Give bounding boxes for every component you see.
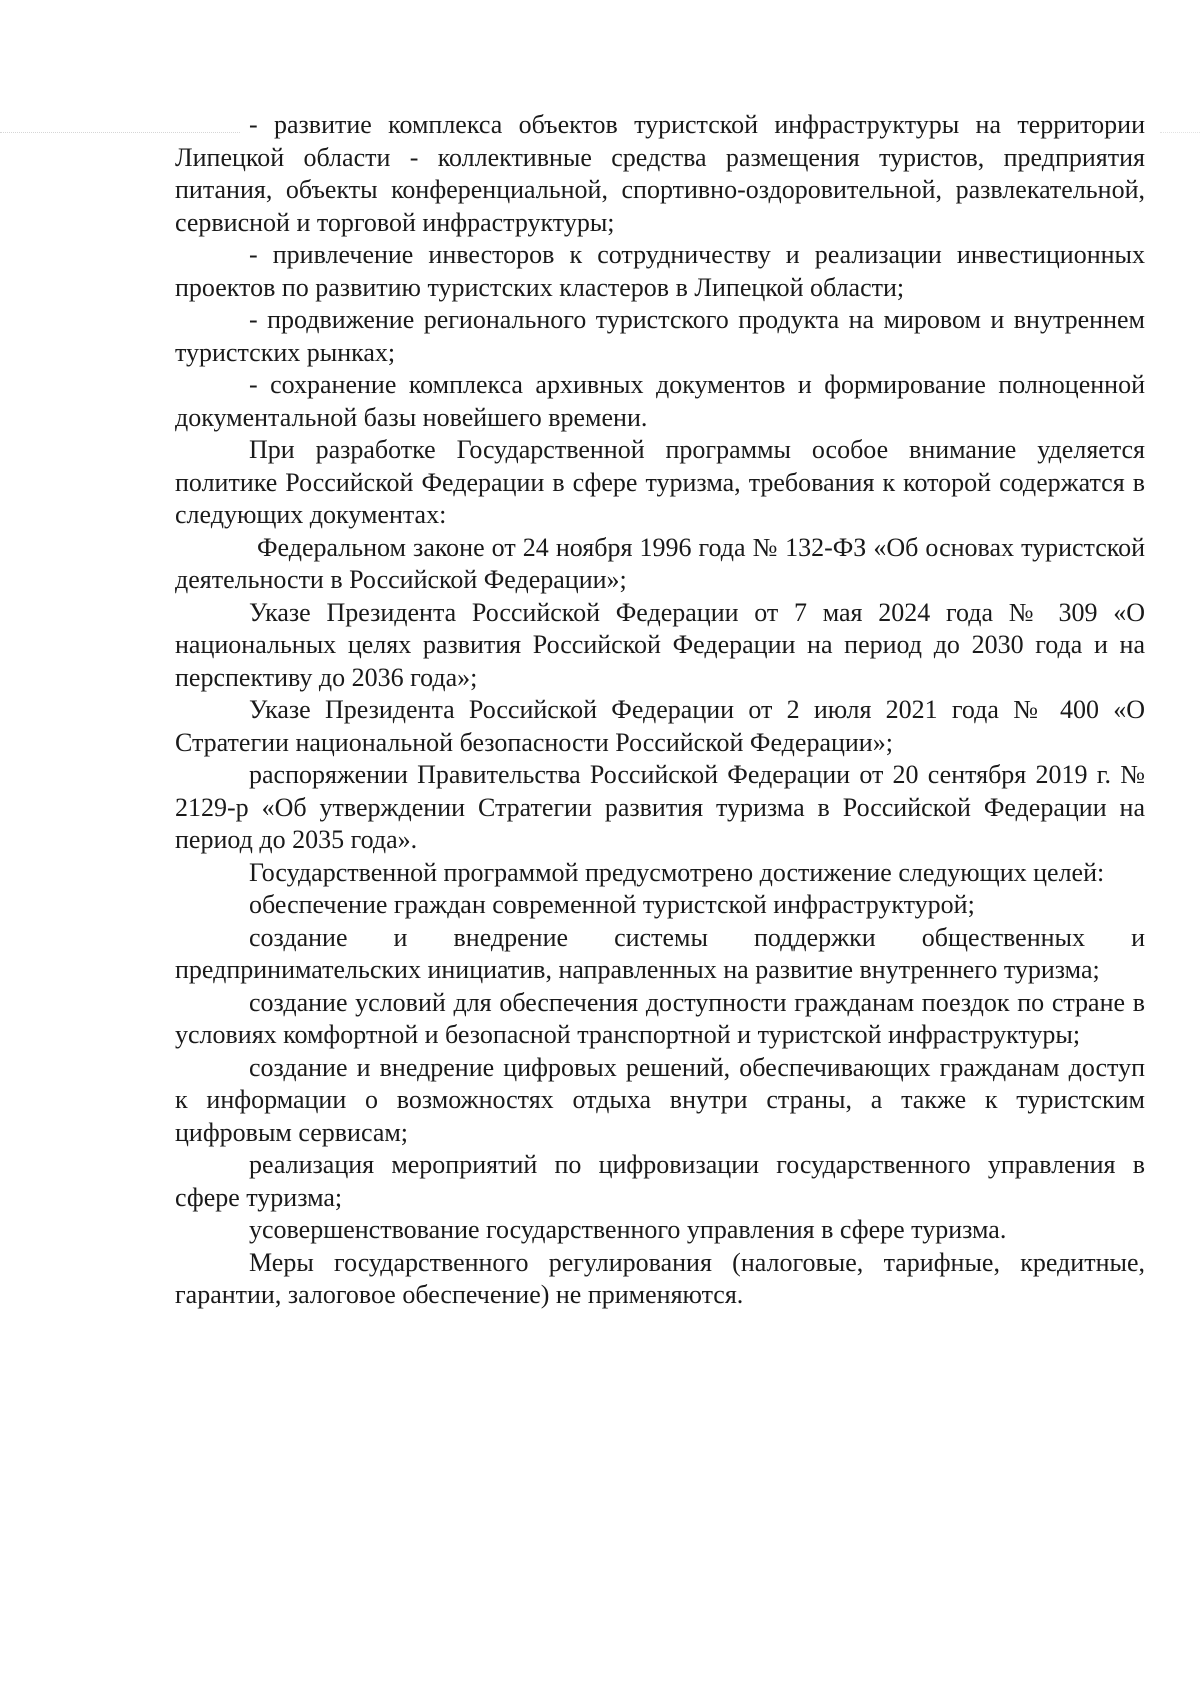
scan-artifact-line [1160, 132, 1200, 133]
paragraph: Федеральном законе от 24 ноября 1996 года № 132-ФЗ «Об основах туристской деятельности в Российской Федерации»; [175, 532, 1145, 594]
paragraph: - привлечение инвесторов к сотрудничеству и реализации инвестиционных проектов по развитию туристских кластеров в Липецкой области; [175, 240, 1145, 302]
paragraph: создание и внедрение цифровых решений, обеспечивающих гражданам доступ к информации о возможностях отдыха внутри страны, а также к туристским цифровым сервисам; [175, 1052, 1145, 1147]
paragraph: создание и внедрение системы поддержки общественных и предпринимательских инициатив, направленных на развитие внутреннего туризма; [175, 922, 1145, 984]
paragraph: создание условий для обеспечения доступности гражданам поездок по стране в условиях комфортной и безопасной транспортной и туристской инфраструктуры; [175, 987, 1145, 1049]
paragraph: распоряжении Правительства Российской Федерации от 20 сентября 2019 г. № 2129-р «Об утверждении Стратегии развития туризма в Российской Федерации на период до 2035 года». [175, 760, 1145, 854]
paragraph: Указе Президента Российской Федерации от 7 мая 2024 года № 309 «О национальных целях развития Российской Федерации на период до 2030 года и на перспективу до 2036 года»; [175, 597, 1145, 692]
paragraph: - сохранение комплекса архивных документов и формирование полноценной документальной базы новейшего времени. [175, 370, 1145, 432]
paragraph: Указе Президента Российской Федерации от 2 июля 2021 года № 400 «О Стратегии национальной безопасности Российской Федерации»; [175, 695, 1145, 757]
paragraph: Меры государственного регулирования (налоговые, тарифные, кредитные, гарантии, залоговое обеспечение) не применяются. [175, 1247, 1145, 1309]
paragraph: обеспечение граждан современной туристской инфраструктурой; [249, 890, 975, 919]
paragraph: - продвижение регионального туристского продукта на мировом и внутреннем туристских рынках; [175, 305, 1145, 367]
paragraph: Государственной программой предусмотрено достижение следующих целей: [249, 857, 1105, 887]
paragraph: реализация мероприятий по цифровизации государственного управления в сфере туризма; [175, 1150, 1145, 1212]
paragraph: усовершенствование государственного управления в сфере туризма. [249, 1215, 1007, 1244]
document-body [175, 109, 1145, 1312]
paragraph: При разработке Государственной программы особое внимание уделяется политике Российской Федерации в сфере туризма, требования к которой содержатся в следующих документах: [175, 435, 1145, 529]
paragraph: - развитие комплекса объектов туристской инфраструктуры на территории Липецкой области - коллективные средства размещения туристов, предприятия питания, объекты конференциальной, спортивно-оздоровительной, развлекательной, сервисной и торговой инфраструктуры; [175, 110, 1145, 237]
